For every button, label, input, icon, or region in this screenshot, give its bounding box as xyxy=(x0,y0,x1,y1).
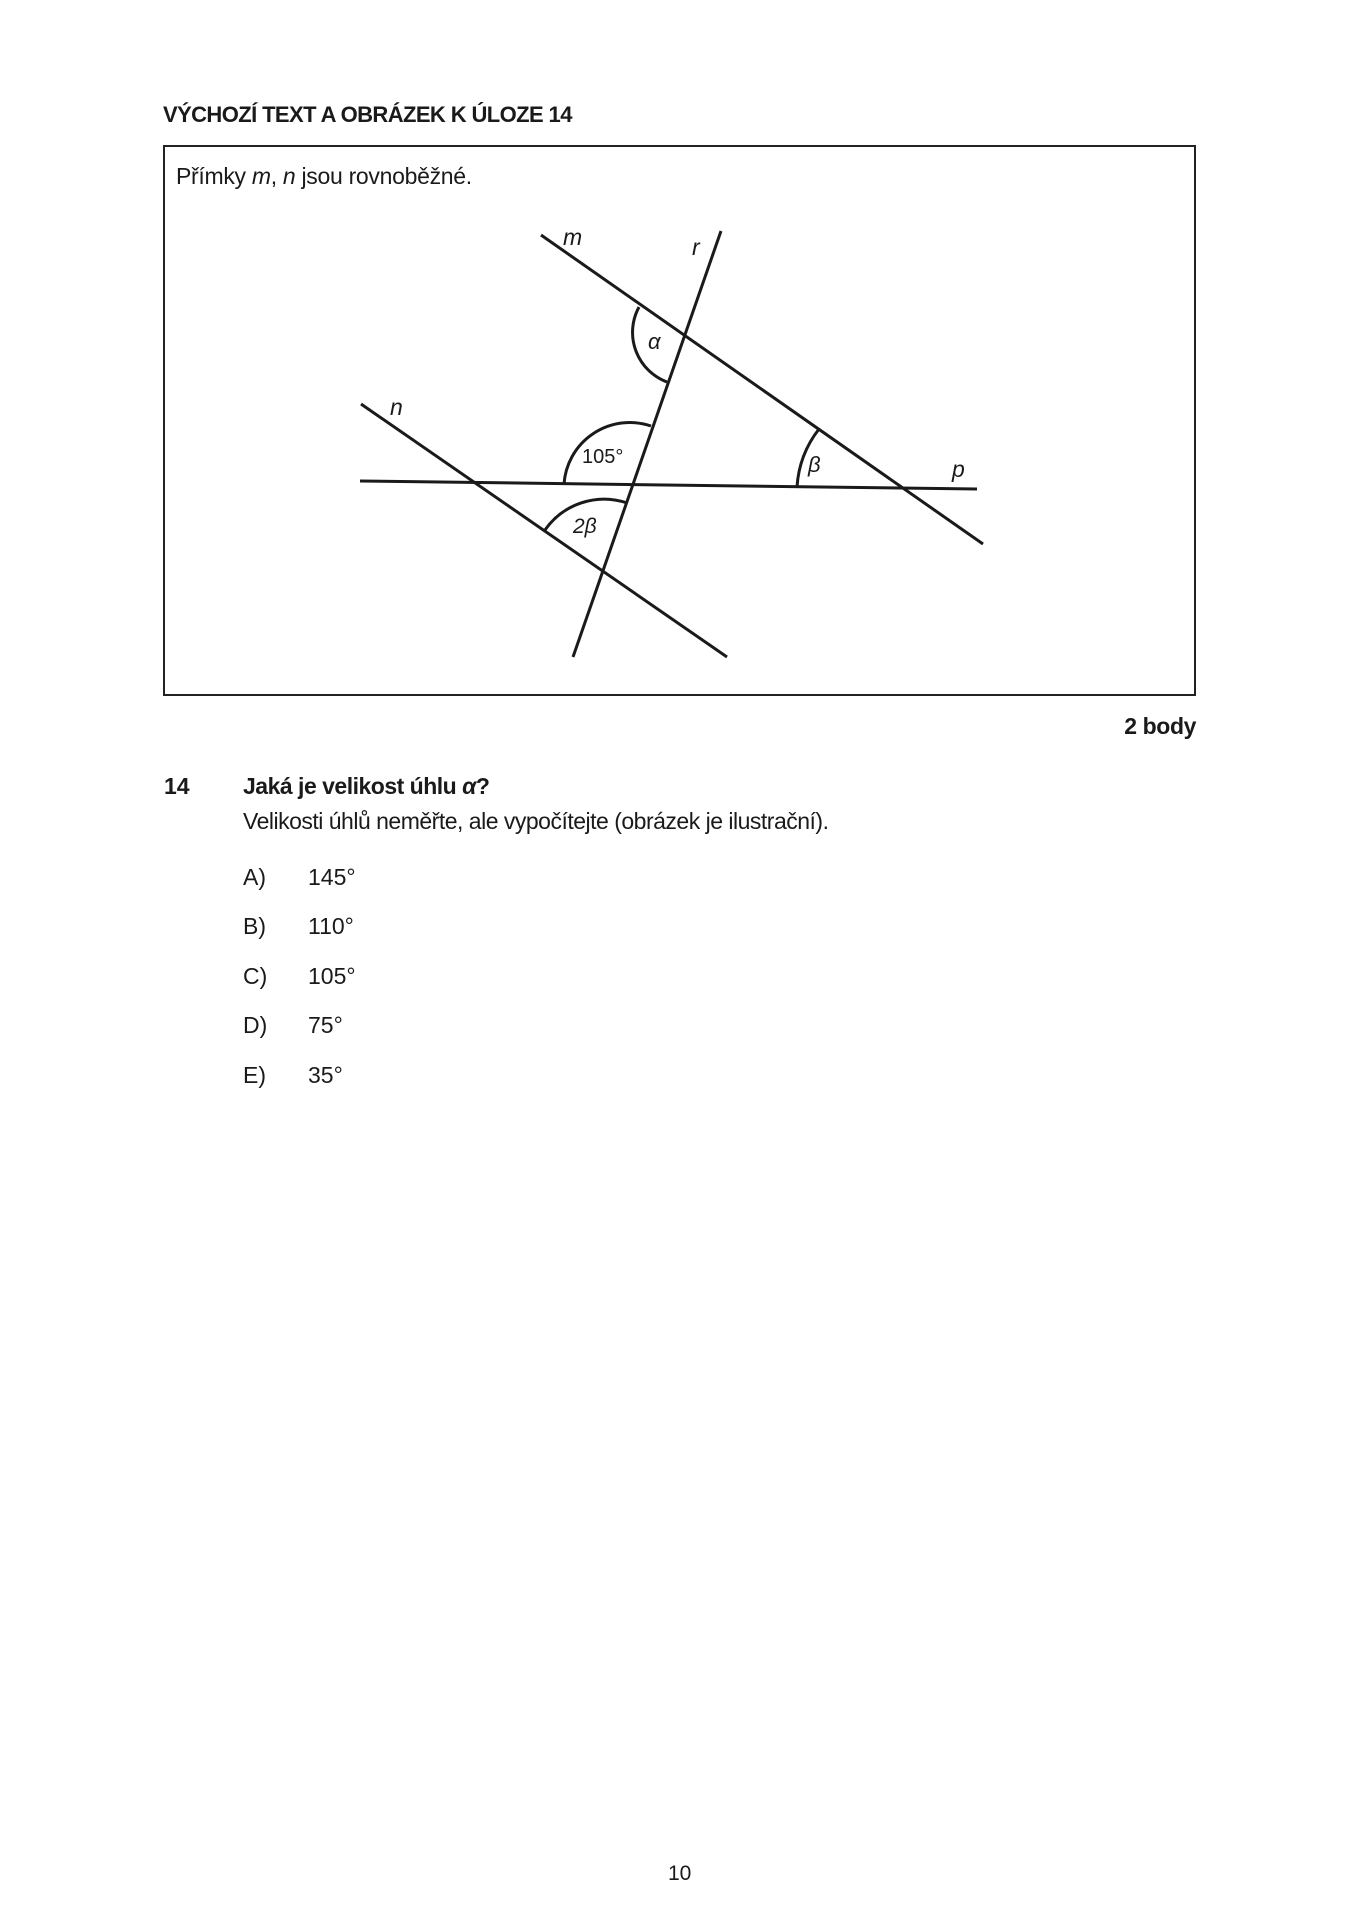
label-p: p xyxy=(952,456,965,482)
label-2beta: 2β xyxy=(573,515,597,538)
question-prefix: Jaká je velikost úhlu xyxy=(243,773,463,799)
intro-prefix: Přímky xyxy=(176,163,252,189)
question-number: 14 xyxy=(164,773,190,799)
label-105: 105° xyxy=(582,446,624,468)
line-p xyxy=(360,481,977,489)
option-c-letter: C) xyxy=(243,963,268,989)
question-text xyxy=(243,773,489,800)
option-b-value: 110° xyxy=(308,913,354,939)
geometry-figure xyxy=(0,0,1358,720)
option-d-letter: D) xyxy=(243,1012,268,1038)
line-n xyxy=(361,404,727,657)
option-e-value: 35° xyxy=(308,1062,343,1088)
option-c-value: 105° xyxy=(308,963,356,989)
intro-comma: , xyxy=(270,163,283,189)
section-heading: VÝCHOZÍ TEXT A OBRÁZEK K ÚLOZE 14 xyxy=(163,102,572,127)
option-a-value: 145° xyxy=(308,864,356,890)
option-d-value: 75° xyxy=(308,1012,343,1038)
option-b-letter: B) xyxy=(243,913,266,939)
question-instructions: Velikosti úhlů neměřte, ale vypočítejte (obrázek je ilustrační). xyxy=(243,808,829,834)
label-m: m xyxy=(563,224,583,250)
label-r: r xyxy=(692,234,700,260)
intro-line-n: n xyxy=(282,163,296,189)
question-suffix: ? xyxy=(475,773,490,799)
label-alpha: α xyxy=(648,329,661,354)
page-number: 10 xyxy=(668,1862,692,1885)
label-beta: β xyxy=(808,452,821,477)
intro-suffix: jsou rovnoběžné. xyxy=(295,163,472,189)
line-r xyxy=(573,231,721,657)
intro-line-m: m xyxy=(251,163,271,189)
label-n: n xyxy=(390,394,403,420)
points-label: 2 body xyxy=(1124,713,1196,739)
option-a-letter: A) xyxy=(243,864,266,890)
option-e-letter: E) xyxy=(243,1062,266,1088)
question-symbol: α xyxy=(462,773,476,799)
line-m xyxy=(541,235,983,544)
